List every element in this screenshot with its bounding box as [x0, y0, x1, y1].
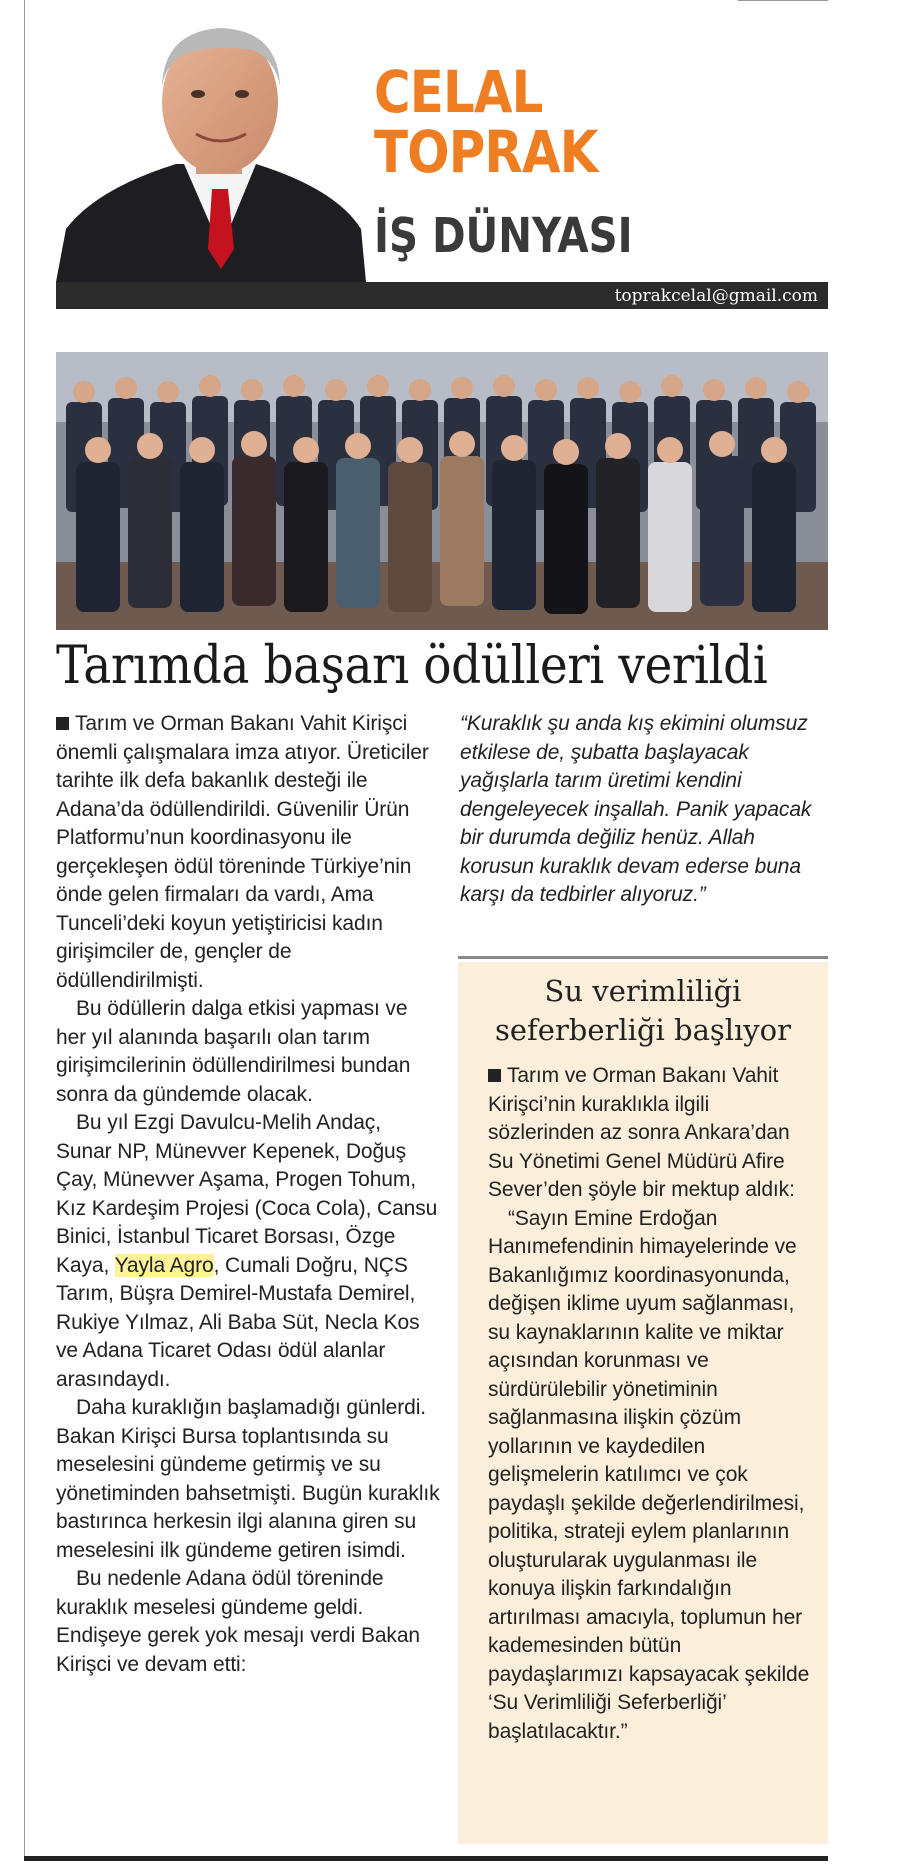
paragraph-adana: Bu nedenle Adana ödül töreninde kuraklık meselesi gündeme geldi. Endişeye gerek yok mesajı verdi Bakan Kirişci ve devam etti:: [56, 1567, 420, 1676]
winners-text-end: , Cumali Doğru, NÇS Tarım, Büşra Demirel-Mustafa Demirel, Rukiye Yılmaz, Ali Baba Süt, Necla Kos ve Adana Ticaret Odası ödül alanlar arasındaydı.: [56, 1253, 420, 1391]
box-paragraph-letter-text: Tarım ve Orman Bakanı Vahit Kirişci’nin kuraklıkla ilgili sözlerinden az sonra Ankara’dan Su Yönetimi Genel Müdürü Afire Sever’den şöyle bir mektup aldık:: [488, 1064, 795, 1201]
paragraph-winners: [56, 1109, 440, 1394]
author-portrait: [56, 14, 366, 282]
box-paragraph-letter: [488, 1062, 818, 1205]
left-column: [56, 710, 440, 1679]
box-title-line2: seferberliği başlıyor: [495, 1013, 791, 1047]
article-headline: Tarımda başarı ödülleri verildi: [56, 636, 768, 696]
email-bar: [56, 282, 828, 309]
box-paragraph-quote: “Sayın Emine Erdoğan Hanımefendinin himayelerinde ve Bakanlığımız koordinasyonunda, değişen iklime uyum sağlanması, su kaynaklarının kalite ve miktar açısından korunması ve sürdürülebilir yönetiminin sağlanmasına ilişkin çözüm yollarının ve kaydedilen gelişmelerin katılımcı ve çok paydaşlı şekilde değerlendirilmesi, politika, strateji eylem planlarının oluşturularak uygulanması ile konuya ilişkin farkındalığın artırılması amacıyla, toplumun her kademesinden bütün paydaşlarımızı kapsayacak şekilde ‘Su Verimliliği Seferberliği’ başlatılacaktır.”: [488, 1206, 810, 1743]
left-page-rule: [24, 0, 25, 1856]
paragraph-marker-icon: [488, 1069, 501, 1082]
column-header: [56, 14, 828, 310]
box-title: [458, 972, 828, 1050]
winners-text-start: Bu yıl Ezgi Davulcu-Melih Andaç, Sunar NP, Münevver Kepenek, Doğuş Çay, Münevver Aşama, Progen Tohum, Kız Kardeşim Projesi (Coca Cola), Cansu Binici, İstanbul Ticaret Borsası, Özge Kaya,: [56, 1111, 438, 1277]
box-body: [488, 1062, 818, 1746]
author-name: [374, 58, 598, 186]
quote-separator: [458, 956, 828, 959]
box-title-line1: Su verimliliği: [544, 974, 742, 1008]
award-ceremony-photo: [56, 352, 828, 630]
bottom-rule: [24, 1856, 828, 1861]
paragraph-intro-text: Tarım ve Orman Bakanı Vahit Kirişci önemli çalışmalara imza atıyor. Üreticiler tarihte ilk defa bakanlık desteği ile Adana’da ödüllendirildi. Güvenilir Ürün Platformu’nun koordinasyonu ile gerçekleşen ödül töreninde Türkiye’nin önde gelen firmaları da vardı, Ama Tunceli’deki koyun yetiştiricisi kadın girişimciler de, gençler de ödüllendirilmişti.: [56, 712, 429, 992]
paragraph-marker-icon: [56, 717, 69, 730]
paragraph-impact: Bu ödüllerin dalga etkisi yapması ve her yıl alanında başarılı olan tarım girişimcilerinin ödüllendirilmesi bundan sonra da gündemde olacak.: [56, 997, 411, 1106]
author-email[interactable]: toprakcelal@gmail.com: [614, 286, 818, 306]
section-title: İŞ DÜNYASI: [374, 208, 633, 264]
paragraph-intro: [56, 710, 440, 995]
paragraph-drought: Daha kuraklığın başlamadığı günlerdi. Bakan Kirişci Bursa toplantısında su meselesini gündeme getirmiş ve su yönetiminden bahsetmişti. Bugün kuraklık bastırınca herkesin ilgi alanına giren su meselesini ilk gündeme getiren isimdi.: [56, 1396, 440, 1562]
author-first-name: CELAL: [374, 58, 543, 126]
top-right-rule: [738, 0, 828, 1]
highlighted-company: Yayla Agro: [114, 1253, 214, 1277]
author-last-name: TOPRAK: [374, 118, 598, 186]
sidebar-box: [458, 962, 828, 1844]
minister-quote: “Kuraklık şu anda kış ekimini olumsuz etkilese de, şubatta başlayacak yağışlarla tarım üretimi kendini dengeleyecek inşallah. Panik yapacak bir durumda değiliz henüz. Allah korusun kuraklık devam ederse buna karşı da tedbirler alıyoruz.”: [460, 712, 812, 906]
